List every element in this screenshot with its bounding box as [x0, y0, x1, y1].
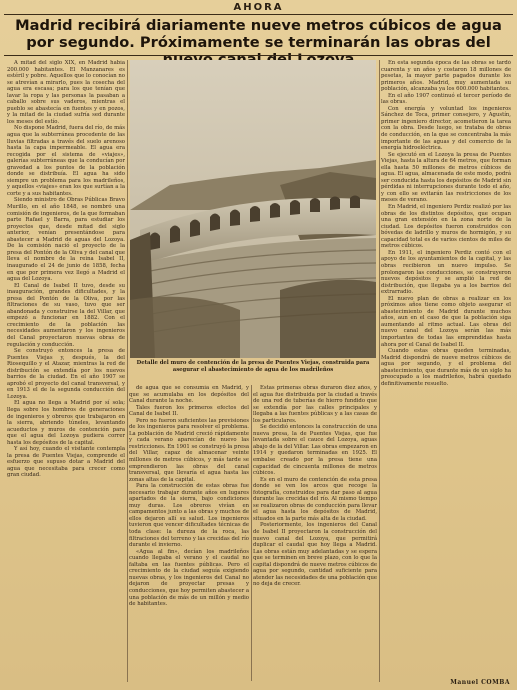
article-column-4 — [381, 60, 511, 670]
paragraph: Y así hoy, cuando el visitante contempla la presa de Puentes Viejas, comprende el esfuerzo que supuso dotar a Madrid del agua que necesitaba para crecer como gran ciudad. — [7, 446, 125, 479]
headline: Madrid recibirá diariamente nueve metros cúbicos de agua por segundo. Próximamente se terminarán las obras del — [15, 17, 502, 51]
author-byline: Manuel COMBA — [450, 679, 510, 686]
paragraph: El Canal de Isabel II tuvo, desde su inauguración, grandes dificultades, y la presa del Pontón de la Oliva, por las filtraciones de su vaso, tuvo que ser abandonada y construirse la del Villar, que empezó a funcionar en 1882. Con el crecimiento de la población las necesidades aumentaron y los ingenieros del Canal proyectaron nuevas obras de regulación y conducción. — [7, 282, 125, 348]
headline-rule — [4, 55, 513, 56]
paragraph: El agua no llega a Madrid por sí sola; llega sobre los hombros de generaciones de ingenieros y obreros que trabajaron en la sierra, abriendo túneles, levantando acueductos y muros de contención para que el agua del Lozoya pudiera correr hasta los depósitos de la capital. — [7, 400, 125, 446]
masthead-rule — [4, 14, 513, 15]
paragraph: Se decidió entonces la construcción de una nueva presa, la de Puentes Viejas, que fue levantada sobre el cauce del Lozoya, aguas abajo de la del Villar. Las obras empezaron en 1914 y quedaron terminadas en 1925. El embalse creado por la presa tiene una capacidad de cincuenta millones de metros cúbicos. — [253, 424, 377, 477]
paragraph: Siendo ministro de Obras Públicas Bravo Murillo, en el año 1848, se nombró una comisión de ingenieros, de la que formaban parte Rafael y Barra, para estudiar los proyectos que, desde mitad del siglo anterior, venían presentándose para abastecer a Madrid de aguas del Lozoya. De la comisión nació el proyecto de la presa del Pontón de la Oliva y del canal que lleva el nombre de la reina Isabel II, inaugurado el 24 de junio de 1858, fecha en que por primera vez llegó a Madrid el agua del Lozoya. — [7, 197, 125, 283]
paragraph: Cuando estas obras queden terminadas, Madrid dispondrá de nueve metros cúbicos de agua por segundo, y el problema del abastecimiento, que durante más de un siglo ha preocupado a los madrileños, habrá quedado definitivamente resuelto. — [381, 348, 511, 387]
paragraph: Posteriormente, los ingenieros del Canal de Isabel II proyectaron la construcción del nuevo canal del Lozoya, que permitirá duplicar el caudal que hoy llega a Madrid. Las obras están muy adelantadas y se espera que se terminen en breve plazo, con lo que la capital dispondrá de nueve metros cúbicos de agua por segundo, cantidad suficiente para atender las necesidades de una población que no deja de crecer. — [253, 522, 377, 588]
photo-caption: Detalle del muro de contención de la presa de Puentes Viejas, construida para asegurar el abastecimiento de agua de los madrileños — [136, 360, 370, 373]
column-divider — [251, 385, 252, 681]
paragraph: En el año 1907 continuó el tercer período de las obras. — [381, 92, 511, 106]
paragraph: de agua que se consumía en Madrid, y que se acumulaba en los depósitos del Canal durante la noche. — [129, 385, 249, 405]
paragraph: Tales fueron los primeros efectos del Canal de Isabel II. — [129, 404, 249, 418]
article-column-1 — [7, 60, 125, 686]
paragraph: Se ejecutó en el Lozoya la presa de Puentes Viejas, hasta la altura de 64 metros, que forman ella hasta 50 millones de metros cúbicos de agua. El agua, almacenada de este modo, podrá ser conducida hasta los depósitos de Madrid sin pérdidas ni interrupciones durante todo el año, y con ello se evitarán las restricciones de los meses de verano. — [381, 151, 511, 204]
paragraph: En 1911, el ingeniero Perdiz contó con el apoyo de los ayuntamientos de la capital, y las obras recibieron un nuevo impulso. Se prolongaron las conducciones, se construyeron nuevos depósitos y se amplió la red de distribución, que llegaba ya a los barrios del extrarradio. — [381, 249, 511, 296]
column-divider — [127, 60, 128, 682]
paragraph: «Agua al fin», decían los madrileños cuando llegaba el verano y el caudal no faltaba en las fuentes públicas. Pero el crecimiento de la ciudad seguía exigiendo nuevas obras, y los ingenieros del Canal no dejaron de proyectar presas y conducciones, que hoy permiten abastecer a una población de más de un millón y medio de habitantes. — [129, 548, 249, 608]
paragraph: A mitad del siglo XIX, en Madrid había 200.000 habitantes. El Manzanares es estéril y pobre. Aquellos que lo conocían no se atrevían a mirarlo, pues la cosecha del agua era escasa; para los que tenían que lavar la ropa y las personas la pasaban a caballo sobre sus vaderos, mientras el pueblo se abastecía en fuentes y en pozos, y la mitad de la ciudad sufría sed durante los meses del estío. — [7, 60, 125, 125]
paragraph: En esta segunda época de las obras se tardó cuarenta y un años y costaron 18 millones de pesetas, la mayor parte pagados durante los primeros años. Madrid, muy aumentada su población, alcanzaba ya los 600.000 habitantes. — [381, 60, 511, 93]
paragraph: Para la construcción de estas obras fue necesario trabajar durante años en lugares apartados de la sierra, bajo condiciones muy duras. Los obreros vivían en campamentos junto a las obras y muchos de ellos dejaron allí su salud. Los ingenieros tuvieron que vencer dificultades técnicas de toda clase: la dureza de la roca, las filtraciones del terreno y las crecidas del río durante el invierno. — [129, 483, 249, 549]
article-column-3 — [253, 385, 377, 678]
paragraph: No dispone Madrid, fuera del río, de más agua que la subterránea procedente de las lluvias filtradas a través del suelo arenoso hasta la capa impermeable. El agua era recogida por el sistema de «viajes», galerías subterráneas que la conducían por gravedad a los puntos de la población donde se distribuía. El agua ha sido siempre un problema para los madrileños, y aquellos «viajes» eran los que surtían a la corte y a sus habitantes. — [7, 125, 125, 197]
dam-photo-illustration — [130, 60, 376, 358]
column-divider — [379, 60, 380, 682]
paragraph: En Madrid, el ingeniero Perdiz realizó por las obras de los distintos depósitos, que ocupan una gran extensión en la zona norte de la ciudad. Los depósitos fueron construidos con bóvedas de ladrillo y muros de hormigón, y su capacidad total es de varios cientos de miles de metros cúbicos. — [381, 204, 511, 250]
dam-photograph — [130, 60, 376, 358]
paragraph: Es en el muro de contención de esta presa donde se ven los arcos que recoge la fotografía, construidos para dar paso al agua durante las crecidas del río. Al mismo tiempo se realizaron obras de conducción para llevar el agua hasta los depósitos de Madrid, situados en la parte más alta de la ciudad. — [253, 476, 377, 522]
paragraph: Estas primeras obras duraron diez años, y el agua fue distribuida por la ciudad a través de una red de tuberías de hierro fundido que se extendía por las calles principales y llegaba a las fuentes públicas y a las casas de los particulares. — [253, 385, 377, 424]
paragraph: Se construyó entonces la presa de Puentes Viejas y, después, la del Riosequillo y el Atazar, mientras la red de distribución se extendía por los nuevos barrios de la ciudad. En el año 1907 se aprobó el proyecto del canal transversal, y en 1913 el de la segunda conducción del Lozoya. — [7, 348, 125, 400]
paragraph: El nuevo plan de obras a realizar en los próximos años tiene como objeto asegurar el abastecimiento de Madrid durante muchos años, aun en el caso de que la población siga aumentando al ritmo actual. Las obras del nuevo canal del Lozoya serán las más importantes de todas las emprendidas hasta ahora por el Canal de Isabel II. — [381, 295, 511, 348]
paragraph: Con energía y voluntad los ingenieros Sánchez de Toca, primer consejero, y Agustín, primer ingeniero director, acometieron la tarea con la obra. Desde luego, se trataba de obras de conducción, en la que se concentraba la más importante de las aguas y del comercio de la energía hidroeléctrica. — [381, 105, 511, 152]
paragraph: Pero no fueron suficientes las previsiones de los ingenieros para resolver el problema. La población de Madrid creció rápidamente y cada verano aparecían de nuevo las restricciones. En 1901 se construyó la presa del Villar, capaz de almacenar veinte millones de metros cúbicos, y más tarde se emprendieron las obras del canal transversal, que llevaría el agua hasta las zonas altas de la capital. — [129, 417, 249, 483]
article-column-2 — [129, 385, 249, 678]
section-masthead: AHORA — [233, 2, 284, 13]
